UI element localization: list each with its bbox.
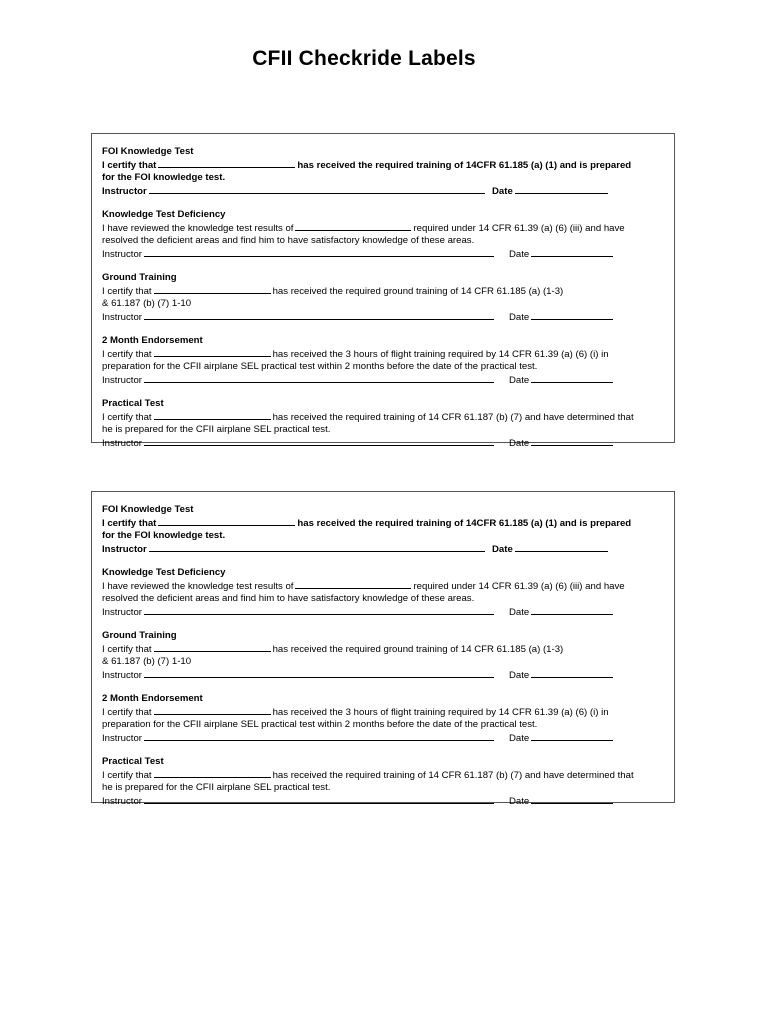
student-name-blank[interactable]: [154, 642, 271, 652]
instructor-label: Instructor: [102, 544, 147, 555]
certify-text: I certify that: [102, 286, 152, 297]
instructor-label: Instructor: [102, 733, 142, 744]
date-blank[interactable]: [531, 373, 613, 383]
statement-text: has received the required training of 14CFR 61.185 (a) (1) and is prepared: [297, 160, 632, 171]
statement-continued: & 61.187 (b) (7) 1-10: [102, 656, 192, 667]
instructor-signature-blank[interactable]: [144, 731, 494, 741]
instructor-label: Instructor: [102, 670, 142, 681]
student-name-blank[interactable]: [154, 284, 271, 294]
date-label: Date: [509, 249, 530, 260]
certify-text: I certify that: [102, 644, 152, 655]
date-blank[interactable]: [531, 731, 613, 741]
statement-text: has received the required training of 14CFR 61.185 (a) (1) and is prepared: [297, 518, 632, 529]
section-heading: FOI Knowledge Test: [102, 504, 194, 515]
ground-training-section: [102, 630, 664, 682]
date-blank[interactable]: [531, 668, 613, 678]
statement-continued: & 61.187 (b) (7) 1-10: [102, 298, 192, 309]
foi-knowledge-test-section: [102, 146, 664, 198]
date-label: Date: [509, 607, 530, 618]
section-heading: Knowledge Test Deficiency: [102, 209, 226, 220]
section-heading: 2 Month Endorsement: [102, 693, 203, 704]
practical-test-section: [102, 398, 664, 450]
label-card: [91, 491, 675, 807]
certify-text: I certify that: [102, 412, 152, 423]
ground-training-section: [102, 272, 664, 324]
date-blank[interactable]: [531, 605, 613, 615]
instructor-label: Instructor: [102, 438, 142, 449]
instructor-label: Instructor: [102, 186, 147, 197]
date-label: Date: [509, 670, 530, 681]
certify-text: I certify that: [102, 160, 157, 171]
date-label: Date: [509, 796, 530, 807]
student-name-blank[interactable]: [158, 516, 295, 526]
date-label: Date: [509, 375, 530, 386]
instructor-label: Instructor: [102, 375, 142, 386]
date-blank[interactable]: [515, 542, 608, 552]
section-heading: Knowledge Test Deficiency: [102, 567, 226, 578]
student-name-blank[interactable]: [154, 705, 271, 715]
date-label: Date: [509, 733, 530, 744]
student-name-blank[interactable]: [295, 579, 411, 589]
instructor-signature-blank[interactable]: [144, 373, 494, 383]
date-blank[interactable]: [531, 247, 613, 257]
certify-text: I certify that: [102, 707, 152, 718]
knowledge-test-deficiency-section: [102, 209, 664, 261]
foi-knowledge-test-section: [102, 504, 664, 556]
statement-continued: he is prepared for the CFII airplane SEL practical test.: [102, 782, 331, 793]
instructor-signature-blank[interactable]: [144, 668, 494, 678]
instructor-label: Instructor: [102, 607, 142, 618]
date-label: Date: [492, 544, 513, 555]
section-heading: Practical Test: [102, 398, 164, 409]
label-card: [91, 133, 675, 449]
instructor-label: Instructor: [102, 312, 142, 323]
instructor-label: Instructor: [102, 796, 142, 807]
student-name-blank[interactable]: [295, 221, 411, 231]
student-name-blank[interactable]: [154, 347, 271, 357]
instructor-label: Instructor: [102, 249, 142, 260]
instructor-signature-blank[interactable]: [149, 184, 485, 194]
statement-text: has received the required training of 14 CFR 61.187 (b) (7) and have determined that: [272, 770, 634, 781]
practical-test-section: [102, 756, 664, 808]
date-label: Date: [509, 438, 530, 449]
instructor-signature-blank[interactable]: [144, 310, 494, 320]
statement-continued: he is prepared for the CFII airplane SEL practical test.: [102, 424, 331, 435]
section-heading: Practical Test: [102, 756, 164, 767]
statement-continued: for the FOI knowledge test.: [102, 172, 226, 183]
certify-text: I certify that: [102, 518, 157, 529]
statement-text: has received the 3 hours of flight training required by 14 CFR 61.39 (a) (6) (i) in: [272, 349, 609, 360]
section-heading: 2 Month Endorsement: [102, 335, 203, 346]
student-name-blank[interactable]: [154, 768, 271, 778]
instructor-signature-blank[interactable]: [144, 794, 494, 804]
page-title: CFII Checkride Labels: [252, 47, 476, 70]
statement-text: has received the required ground training of 14 CFR 61.185 (a) (1-3): [272, 286, 564, 297]
instructor-signature-blank[interactable]: [144, 605, 494, 615]
date-label: Date: [509, 312, 530, 323]
date-blank[interactable]: [531, 310, 613, 320]
statement-text: required under 14 CFR 61.39 (a) (6) (iii) and have: [413, 223, 625, 234]
statement-continued: preparation for the CFII airplane SEL practical test within 2 months before the date of the practical test.: [102, 719, 538, 730]
certify-text: I certify that: [102, 349, 152, 360]
two-month-endorsement-section: [102, 335, 664, 387]
statement-continued: resolved the deficient areas and find him to have satisfactory knowledge of these areas.: [102, 235, 475, 246]
statement-continued: resolved the deficient areas and find him to have satisfactory knowledge of these areas.: [102, 593, 475, 604]
date-blank[interactable]: [515, 184, 608, 194]
knowledge-test-deficiency-section: [102, 567, 664, 619]
section-heading: FOI Knowledge Test: [102, 146, 194, 157]
certify-text: I certify that: [102, 770, 152, 781]
instructor-signature-blank[interactable]: [149, 542, 485, 552]
date-blank[interactable]: [531, 794, 613, 804]
student-name-blank[interactable]: [158, 158, 295, 168]
statement-continued: for the FOI knowledge test.: [102, 530, 226, 541]
section-heading: Ground Training: [102, 630, 177, 641]
statement-text: has received the required ground training of 14 CFR 61.185 (a) (1-3): [272, 644, 564, 655]
statement-text: required under 14 CFR 61.39 (a) (6) (iii) and have: [413, 581, 625, 592]
date-label: Date: [492, 186, 513, 197]
section-heading: Ground Training: [102, 272, 177, 283]
student-name-blank[interactable]: [154, 410, 271, 420]
instructor-signature-blank[interactable]: [144, 436, 494, 446]
certify-text: I have reviewed the knowledge test results of: [102, 223, 294, 234]
statement-text: has received the 3 hours of flight training required by 14 CFR 61.39 (a) (6) (i) in: [272, 707, 609, 718]
two-month-endorsement-section: [102, 693, 664, 745]
statement-continued: preparation for the CFII airplane SEL practical test within 2 months before the date of the practical test.: [102, 361, 538, 372]
statement-text: has received the required training of 14 CFR 61.187 (b) (7) and have determined that: [272, 412, 634, 423]
date-blank[interactable]: [531, 436, 613, 446]
instructor-signature-blank[interactable]: [144, 247, 494, 257]
certify-text: I have reviewed the knowledge test results of: [102, 581, 294, 592]
